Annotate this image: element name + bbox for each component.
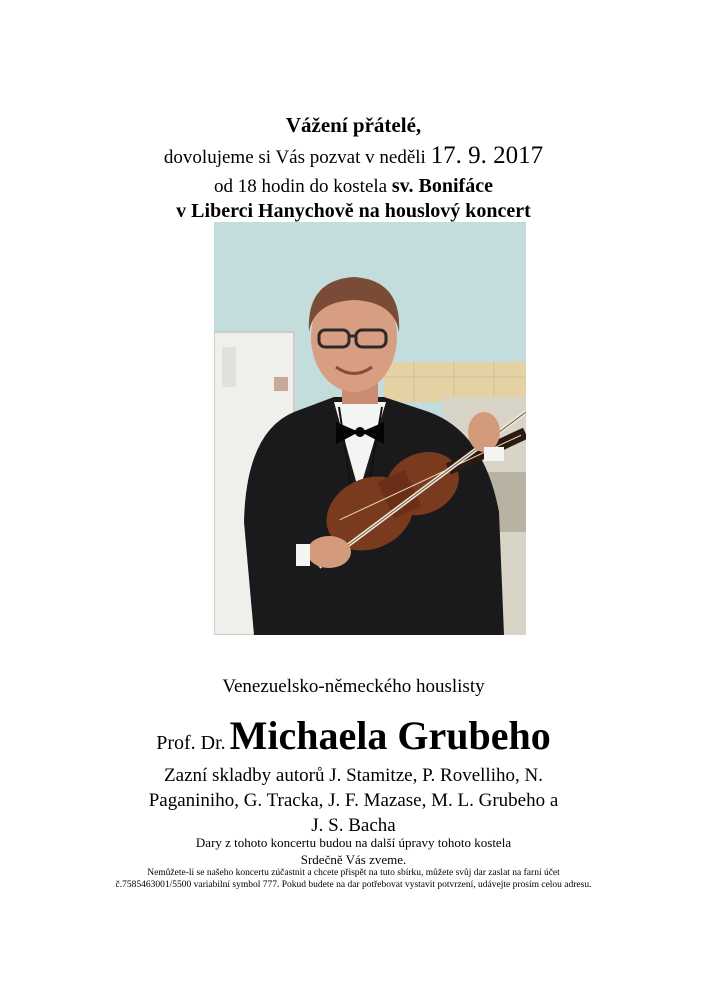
donation-note: Dary z tohoto koncertu budou na další úpravy tohoto kostela	[195, 835, 512, 850]
invitation-text: dovolujeme si Vás pozvat v neděli	[163, 147, 426, 168]
performer-subtitle: Venezuelsko-německého houslisty	[222, 676, 485, 697]
composers-line-2: Paganiniho, G. Tracka, J. F. Mazase, M. L. Grubeho a	[148, 790, 559, 811]
time-text: od 18 hodin do kostela	[214, 176, 388, 197]
greeting-heading: Vážení přátelé,	[285, 113, 422, 137]
performer-name: Michaela Grubeho	[229, 713, 551, 758]
performer-name-line	[0, 712, 707, 759]
composers-line-1: Zazní skladby autorů J. Stamitze, P. Rovelliho, N.	[164, 765, 543, 786]
location-line: v Liberci Hanychově na houslový koncert	[176, 200, 531, 222]
bank-note-line-2: č.7585463001/5500 variabilní symbol 777. Pokud budete na dar potřebovat vystavit potvrzení, udávejte prosím celou adresu.	[115, 880, 592, 890]
composers-line-3: J. S. Bacha	[311, 815, 396, 836]
church-name: sv. Bonifáce	[391, 175, 493, 197]
performer-title: Prof. Dr.	[156, 732, 226, 754]
bank-note-line-1: Nemůžete-li se našeho koncertu zúčastnit a chcete přispět na tuto sbírku, můžete svůj dar zaslat na farní účet	[147, 868, 560, 878]
concert-date: 17. 9. 2017	[430, 142, 544, 169]
violinist-photo	[214, 222, 526, 635]
invitation-line	[0, 142, 707, 170]
time-line	[0, 175, 707, 198]
program-composers	[0, 763, 707, 838]
closing-note: Srdečně Vás zveme.	[300, 852, 407, 867]
